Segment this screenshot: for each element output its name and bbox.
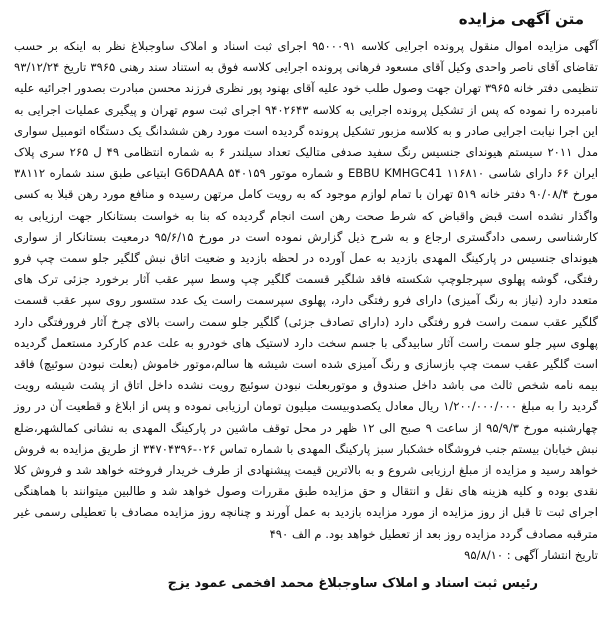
signature-line: رئیس ثبت اسناد و املاک ساوجبلاغ محمد افخمی عمود یزج bbox=[167, 576, 538, 592]
publication-date: تاریخ انتشار آگهی : ۹۵/۸/۱۰ bbox=[464, 547, 598, 562]
notice-body: آگهی مزایده اموال منقول پرونده اجرایی کلاسه ۹۵۰۰۰۹۱ اجرای ثبت اسناد و املاک ساوجبلاغ نظر به اینکه بر حسب تقاضای آقای ناصر واحدی وکیل آقای مسعود فرهانی پرونده اجرایی کلاسه فوق به استناد سند رهنی ۳۹۶۵ تاریخ ۹۳/۱۲/۲۴ تنظیمی دفتر خانه ۳۹۶۵ تهران جهت وصول طلب خود علیه آقای بهنود پور نظری فرزند محسن مبادرت بصدور اجرائیه علیه نامبرده را نموده که پس از تشکیل پرونده اجرایی به کلاسه ۹۴۰۲۶۴۳ اجرای ثبت سوم تهران و پیگیری عملیات اجرایی به این اجرا نیابت اجرایی صادر و به کلاسه مزبور تشکیل پرونده گردیده است مورد رهن ششدانگ یک دستگاه اتومبیل سواری مدل ۲۰۱۱ سیستم هیوندای جنسیس رنگ سفید صدفی متالیک تعداد سیلندر ۶ به شماره انتظامی ۴۹ ل ۲۶۵ سری پلاک ایران ۶۶ دارای شاسی ۱۱۶۸۱۰ EBBU KMHGC41 و شماره موتور G6DAAA ۵۴۰۱۵۹ ابتیاعی طبق سند شماره ۳۸۱۱۲ مورخ ۹۰/۰۸/۴ دفتر خانه ۵۱۹ تهران با تمام لوازم موجود که به رویت کامل مرتهن رسیده و منافع مورد رهن قبلا به کسی واگذار نشده است قبض واقباض که شرط صحت رهن است انجام گردیده که بنا به خواست بستانکار جهت ارزیابی به کارشناسی رسمی دادگستری ارجاع و به شرح ذیل گزارش نموده است در مورخ ۹۵/۶/۱۵ درمعیت بستانکار از سواری هیوندای جنسیس در پارکینگ المهدی بازدید به عمل آورده در لحظه بازدید و ضعیت اتاق نبش گلگیر جلو سمت چپ فرو رفتگی، گوشه پهلوی سپرجلوچپ شکسته فاقد شلگیر قسمت گلگیر چپ وسط سپر عقب آثار برخورد جزئی ترک های متعدد دارد (نیاز به رنگ آمیزی) دارای فرو رفتگی دارد، پهلوی سپرسمت راست یک عدد ستسور روی سپر عقب قسمت گلگیر عقب سمت راست فرو رفتگی دارد (دارای تصادف جزئی) گلگیر جلو سمت راست بالای چرخ آثار فرورفتگی دارد پهلوی سپر جلو سمت راست آثار سابیدگی با جسم سخت دارد لاستیک های خودرو به علت عدم کارکرد مستعمل گردیده است گلگیر عقب سمت چپ بازسازی و رنگ آمیزی شده است شیشه ها سالم،موتور خاموش (بعلت نبودن سوئیچ) فاقد بیمه نامه شخص ثالث می باشد داخل صندوق و موتوربعلت نبودن سوئیچ رویت نشده داخل اتاق از پشت شیشه رویت گردید را به مبلغ ۱/۲۰۰/۰۰۰/۰۰۰ ریال معادل یکصدوبیست میلیون تومان ارزیابی نموده و پس از ابلاغ و قطعیت آن در روز چهارشنبه مورخ ۹۵/۹/۳ از ساعت ۹ صبح الی ۱۲ ظهر در محل توقف ماشین در پارکینگ المهدی به نشانی کمالشهر،ضلع نبش خیابان بیستم جنب فروشگاه خشکبار سبز پارکینگ المهدی با شماره تماس ۰۲۶-۳۴۷۰۴۳۹۶ از طریق مزایده به فروش خواهد رسید و مزایده از مبلغ ارزیابی شروع و به بالاترین قیمت پیشنهادی از طرف خریدار فروخته خواهد شد و فروش کلا نقدی بوده و کلیه هزینه های نقل و انتقال و حق مزایده طبق مقررات وصول خواهد شد و طالبین میتوانند با هماهنگی اجرای ثبت تا قبل از روز مزایده از مورد مزایده بازدید به عمل آورند و چنانچه روز مزایده مصادف با تعطیلی رسمی غیر مترقبه مصادف گردد مزایده روز بعد از تعطیل خواهد بود. م الف ۴۹۰ bbox=[14, 39, 599, 541]
notice-title: متن آگهی مزایده bbox=[458, 10, 584, 28]
